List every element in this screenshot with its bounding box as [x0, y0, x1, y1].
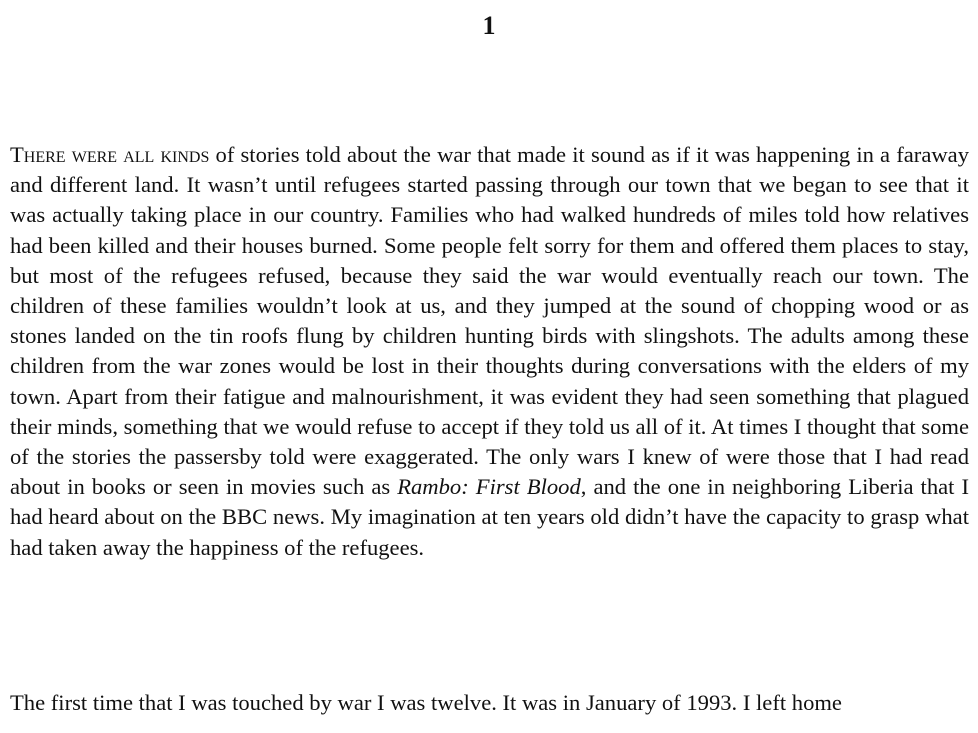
chapter-number: 1 — [482, 11, 496, 40]
film-title: Rambo: First Blood — [397, 474, 581, 500]
paragraph-text: of stories told about the war that made it sound as if it was happening in a faraway and different land. It wasn’t until refugees started passing through our town that we began to see that it was actually taking place in our country. Families who had walked hundreds of miles told how relatives had been killed and their houses burned. Some people felt sorry for them and offered them places to stay, but most of the refugees refused, because they said the war would eventually reach our town. The children of these families wouldn’t look at us, and they jumped at the sound of chopping wood or as stones landed on the tin roofs flung by children hunting birds with slingshots. The adults among these children from the war zones would be lost in their thoughts during conversations with the elders of my town. Apart from their fatigue and malnourishment, it was evident they had seen something that plagued their minds, something that we would refuse to accept if they told us all of it. At times I thought that some of the stories the passersby told were exaggerated. The only wars I knew of were those that I had read about in books or seen in movies such as — [10, 142, 969, 500]
body-paragraph — [10, 688, 969, 718]
paragraph-text: The first time that I was touched by war I was twelve. It was in January of 1993. I left home — [10, 690, 842, 715]
paragraph-lead-in: There were all kinds — [10, 142, 210, 167]
paragraph-text: , and the one in neighboring Liberia that I had heard about on the BBC news. My imagination at ten years old didn’t have the capacity to grasp what had taken away the happiness of the refugees. — [10, 474, 969, 560]
body-paragraph — [10, 140, 969, 563]
